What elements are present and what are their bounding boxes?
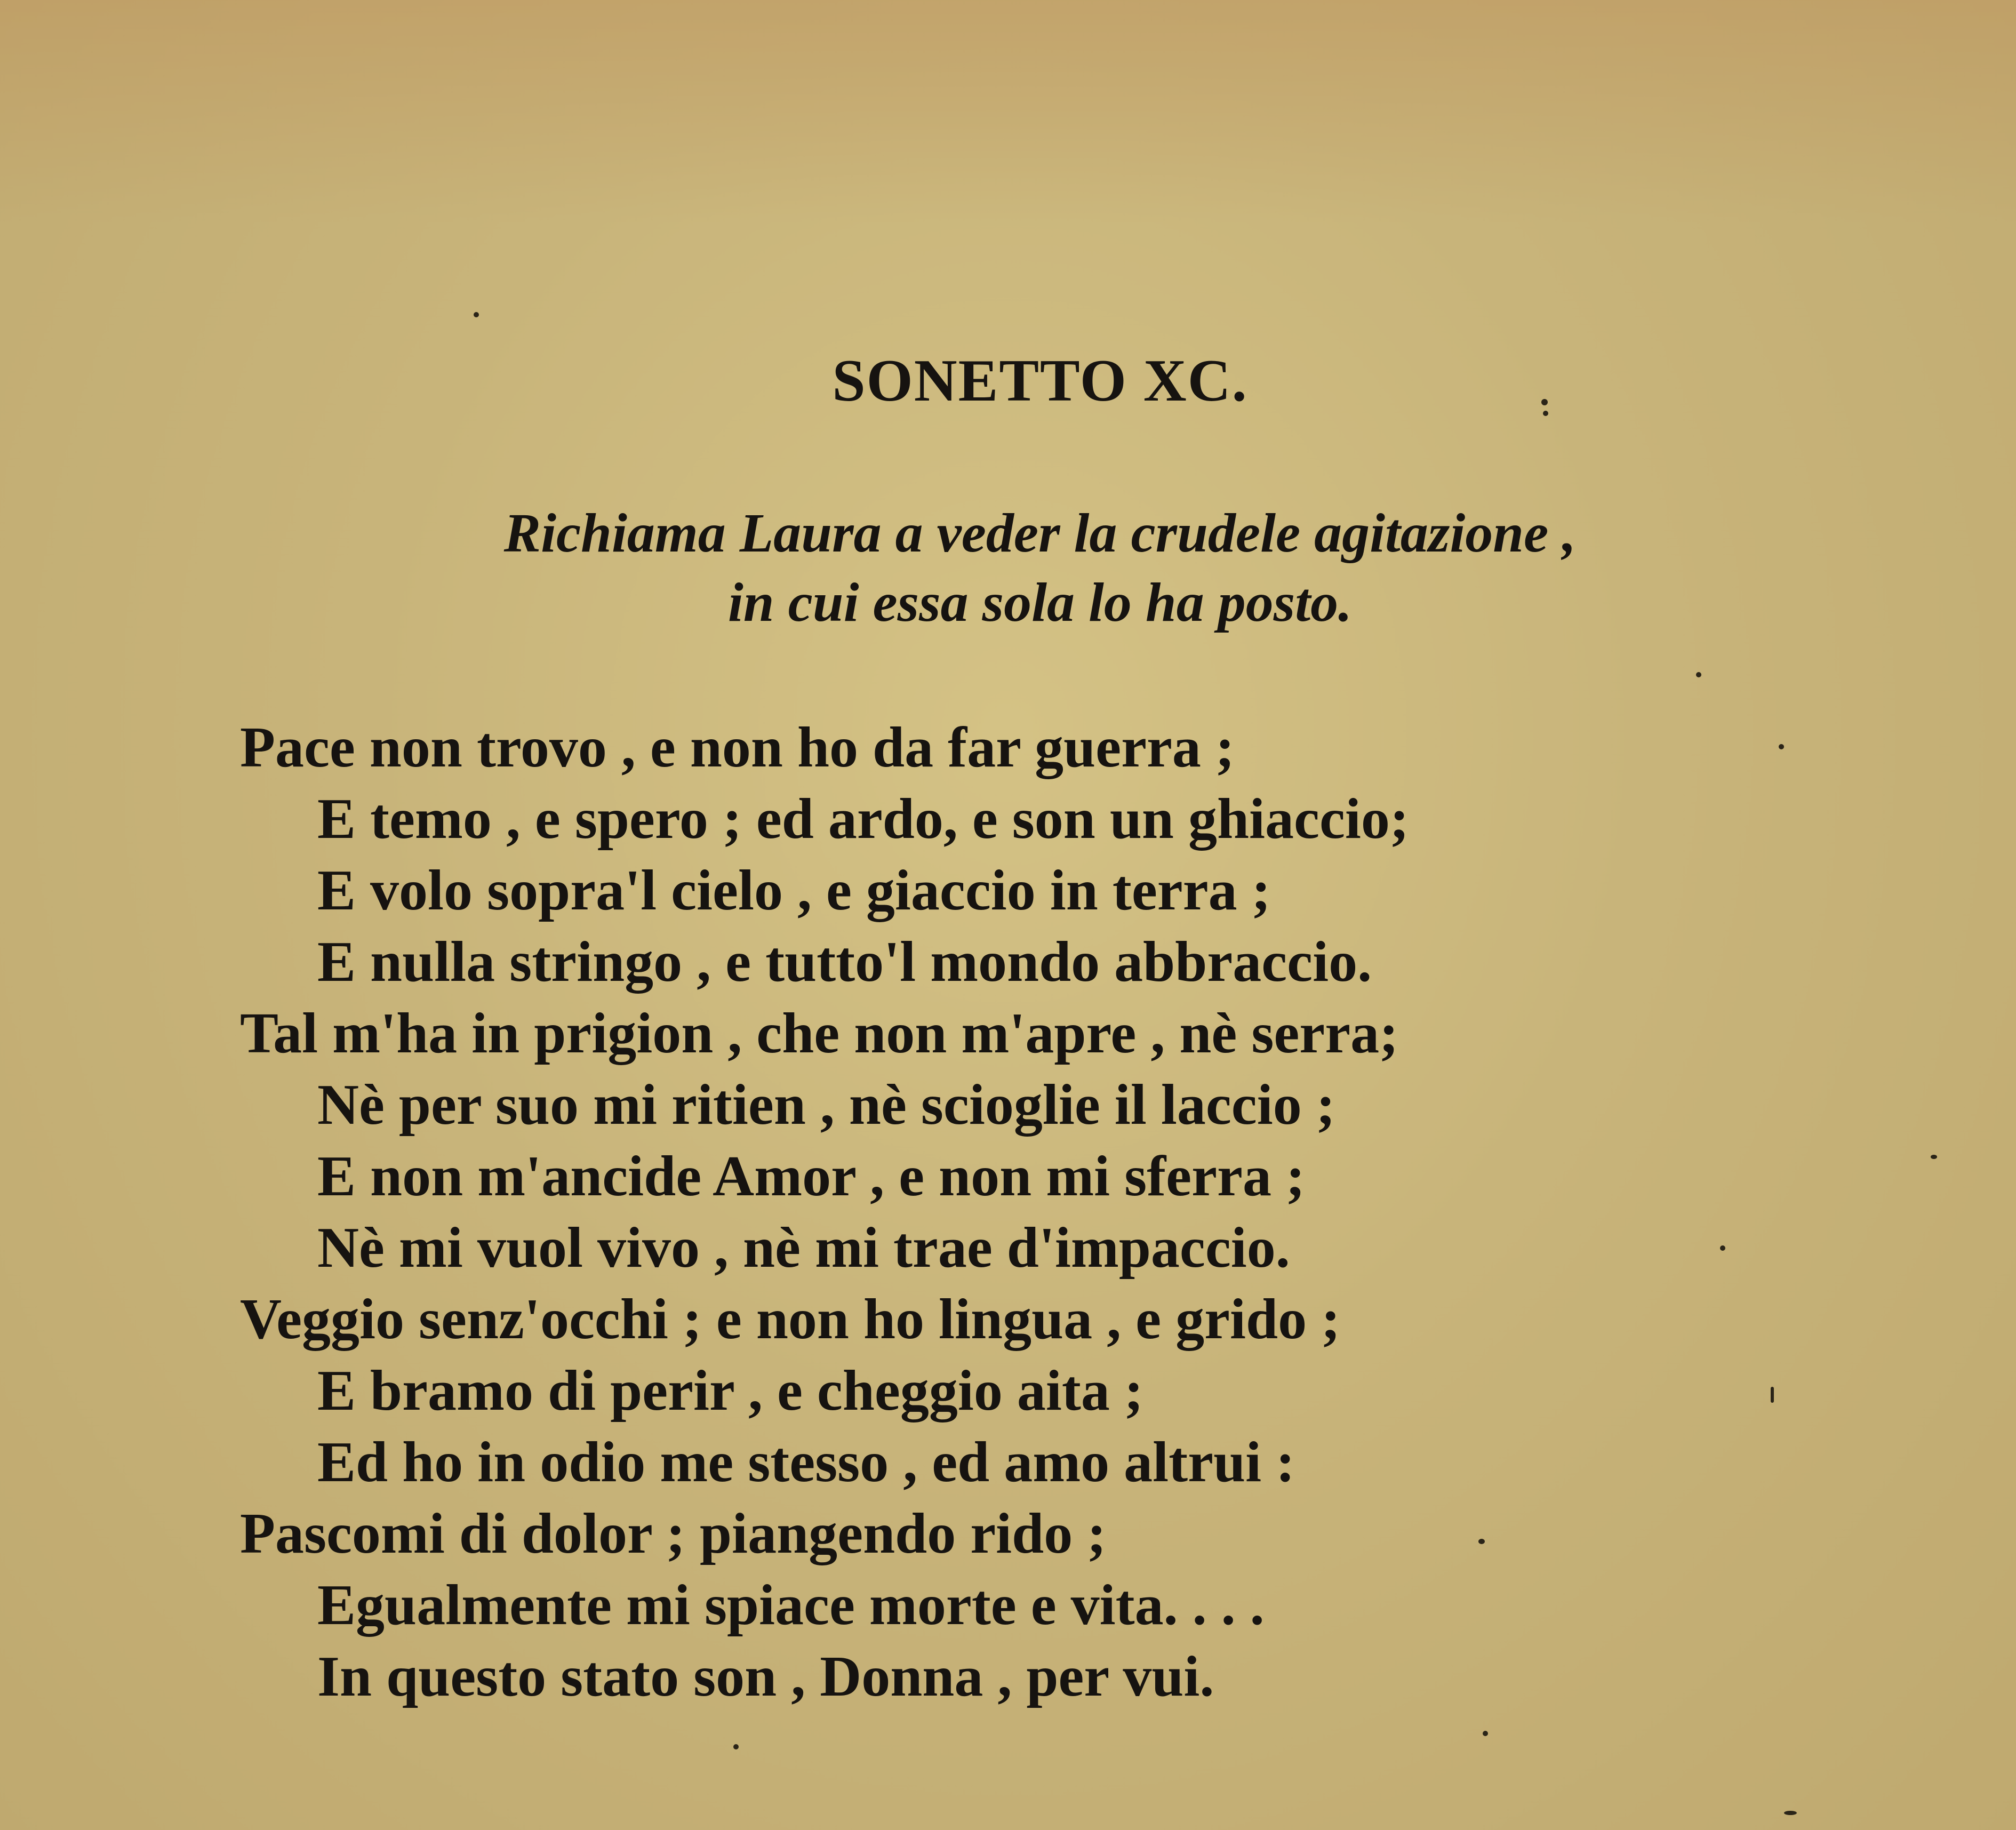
ink-speck xyxy=(1931,1155,1937,1159)
ink-speck xyxy=(1478,1539,1485,1544)
poem-line-3: E volo sopra'l cielo , e giaccio in terra ; xyxy=(317,859,1271,922)
poem-line-2: E temo , e spero ; ed ardo, e son un ghiaccio; xyxy=(317,787,1409,851)
poem-line-4: E nulla stringo , e tutto'l mondo abbraccio. xyxy=(317,930,1372,994)
poem-line-6: Nè per suo mi ritien , nè scioglie il laccio ; xyxy=(317,1073,1335,1137)
ink-speck xyxy=(1720,1245,1725,1251)
ink-speck xyxy=(1483,1731,1488,1736)
poem-line-14: In questo stato son , Donna , per vui. xyxy=(317,1645,1214,1708)
sonnet-argument-line-1: Richiama Laura a veder la crudele agitazione , xyxy=(503,502,1577,564)
ink-speck xyxy=(1541,399,1548,405)
ink-speck xyxy=(1543,411,1548,416)
poem-line-1: Pace non trovo , e non ho da far guerra ; xyxy=(240,716,1235,779)
poem-body xyxy=(240,712,1840,1713)
poem-line-13: Egualmente mi spiace morte e vita. . . . xyxy=(317,1573,1265,1637)
ink-speck xyxy=(1771,1387,1774,1403)
poem-line-9: Veggio senz'occhi ; e non ho lingua , e grido ; xyxy=(240,1288,1341,1351)
sonnet-title: SONETTO XC. xyxy=(832,348,1248,414)
ink-speck xyxy=(474,312,479,317)
ink-speck xyxy=(1784,1811,1797,1815)
ink-speck xyxy=(733,1744,739,1749)
poem-line-12: Pascomi di dolor ; piangendo rido ; xyxy=(240,1502,1107,1565)
poem-line-7: E non m'ancide Amor , e non mi sferra ; xyxy=(317,1145,1305,1208)
poem-line-8: Nè mi vuol vivo , nè mi trae d'impaccio. xyxy=(317,1216,1290,1280)
ink-speck xyxy=(1696,672,1701,677)
poem-line-11: Ed ho in odio me stesso , ed amo altrui : xyxy=(317,1431,1295,1494)
ink-speck xyxy=(1779,744,1784,749)
sonnet-argument-line-2: in cui essa sola lo ha posto. xyxy=(727,572,1353,633)
poem-line-5: Tal m'ha in prigion , che non m'apre , nè serra; xyxy=(240,1002,1399,1065)
poem-line-10: E bramo di perir , e cheggio aita ; xyxy=(317,1359,1143,1423)
